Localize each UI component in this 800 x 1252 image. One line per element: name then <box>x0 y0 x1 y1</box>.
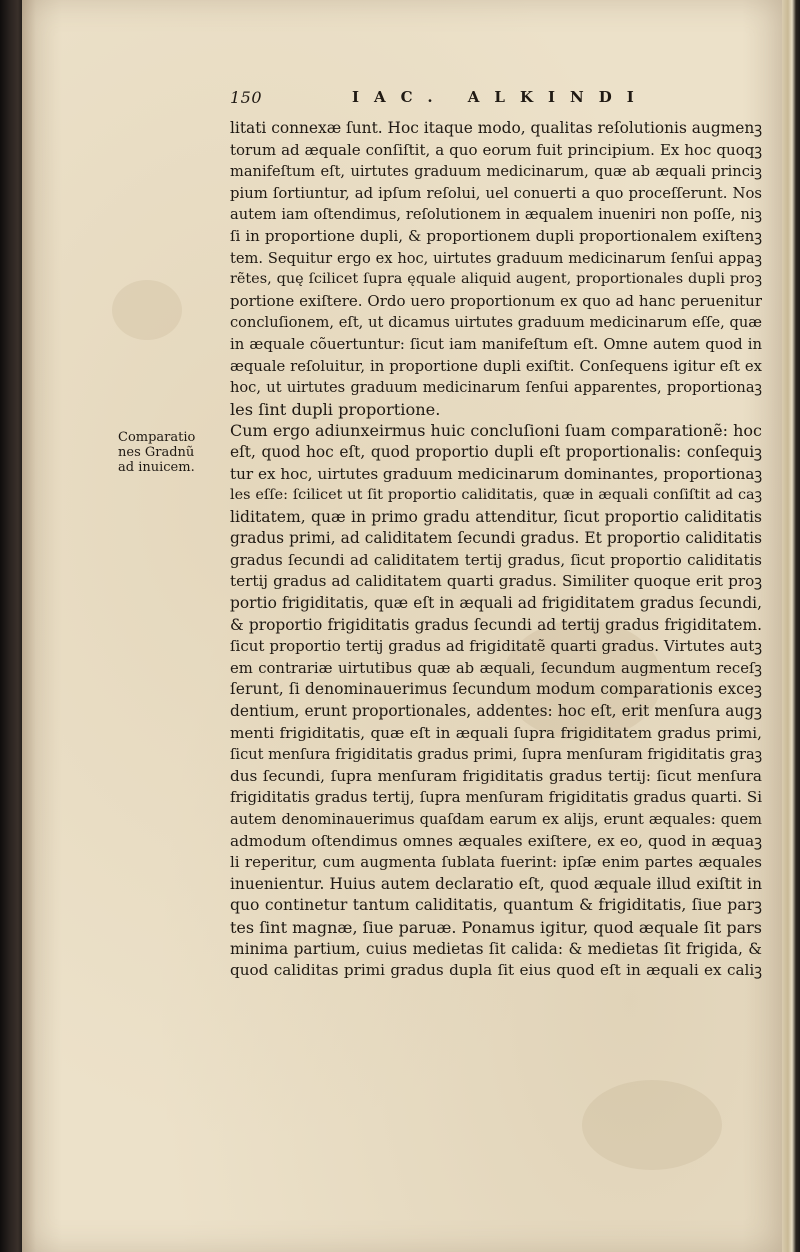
text-line: autem denominauerimus quaſdam earum ex alijs, erunt æquales: quem <box>230 811 762 828</box>
text-line: tem. Sequitur ergo ex hoc, uirtutes graduum medicinarum ſenſui appaꝫ <box>230 249 762 267</box>
text-line: tes ſint magnæ, ſiue paruæ. Ponamus igitur, quod æquale ſit pars <box>230 917 762 937</box>
page-number: 150 <box>230 88 263 107</box>
text-line: liditatem, quæ in primo gradu attenditur, ſicut proportio caliditatis <box>230 507 762 526</box>
marginal-note <box>118 430 218 475</box>
marginal-note-line: Comparatio <box>118 430 196 445</box>
text-line: tertij gradus ad caliditatem quarti gradus. Similiter quoque erit proꝫ <box>230 572 762 591</box>
text-line: quo continetur tantum caliditatis, quantum & frigiditatis, ſiue parꝫ <box>230 896 762 915</box>
running-title: IAC. ALKINDI <box>352 88 649 106</box>
text-line: ſi in proportione dupli, & proportionem dupli proportionalem exiſtenꝫ <box>230 226 762 245</box>
text-line: hoc, ut uirtutes graduum medicinarum ſenſui apparentes, proportionaꝫ <box>230 379 762 397</box>
text-line: menti frigiditatis, quæ eſt in æquali ſupra frigiditatem gradus primi, <box>230 723 762 742</box>
text-line: æquale reſoluitur, in proportione dupli exiſtit. Conſequens igitur eſt ex <box>230 357 762 375</box>
text-line: admodum oſtendimus omnes æquales exiſtere, ex eo, quod in æquaꝫ <box>230 831 762 850</box>
text-line: frigiditatis gradus tertij, ſupra menſuram frigiditatis gradus quarti. Si <box>230 788 762 807</box>
text-line: ſicut proportio tertij gradus ad frigiditatẽ quarti gradus. Virtutes autꝫ <box>230 637 762 656</box>
text-line: tur ex hoc, uirtutes graduum medicinarum dominantes, proportionaꝫ <box>230 464 762 483</box>
text-line: dentium, erunt proportionales, addentes: hoc eſt, erit menſura augꝫ <box>230 702 762 721</box>
text-line: quod caliditas primi gradus dupla ſit eius quod eſt in æquali ex caliꝫ <box>230 961 762 980</box>
paper-stain <box>112 280 182 340</box>
text-line: les ſint dupli proportione. <box>230 399 441 419</box>
text-line: autem iam oſtendimus, reſolutionem in æqualem inueniri non poſſe, niꝫ <box>230 206 762 224</box>
running-head <box>230 88 690 112</box>
text-line: portione exiſtere. Ordo uero proportionum ex quo ad hanc peruenitur <box>230 291 762 310</box>
body-text <box>230 118 762 982</box>
marginal-note-line: nes Gradnũ <box>118 445 195 460</box>
text-line: torum ad æquale conſiſtit, a quo eorum fuit principium. Ex hoc quoqꝫ <box>230 140 762 159</box>
text-line: les eſſe: ſcilicet ut ſit proportio caliditatis, quæ in æquali conſiſtit ad caꝫ <box>230 487 762 504</box>
text-line: concluſionem, eſt, ut dicamus uirtutes graduum medicinarum eſſe, quæ <box>230 314 762 332</box>
text-line: em contrariæ uirtutibus quæ ab æquali, ſecundum augmentum receſꝫ <box>230 659 762 677</box>
text-line: gradus ſecundi ad caliditatem tertij gradus, ſicut proportio caliditatis <box>230 550 762 569</box>
paper-stain <box>582 1080 722 1170</box>
marginal-note-line: ad inuicem. <box>118 460 195 475</box>
text-line: li reperitur, cum augmenta ſublata fuerint: ipſæ enim partes æquales <box>230 853 762 872</box>
text-line: portio frigiditatis, quæ eſt in æquali ad frigiditatem gradus ſecundi, <box>230 594 762 613</box>
text-line: eſt, quod hoc eſt, quod proportio dupli eſt proportionalis: conſequiꝫ <box>230 442 762 461</box>
text-line: pium ſortiuntur, ad ipſum reſolui, uel conuerti a quo proceſſerunt. Nos <box>230 184 762 202</box>
text-line: & proportio frigiditatis gradus ſecundi ad tertij gradus frigiditatem. <box>230 615 762 634</box>
next-page-edge <box>782 0 800 1252</box>
text-line: minima partium, cuius medietas ſit calida: & medietas ſit frigida, & <box>230 939 762 958</box>
text-line: rẽtes, quę ſcilicet ſupra ęquale aliquid augent, proportionales dupli proꝫ <box>230 271 762 288</box>
text-line: ſerunt, ſi denominauerimus ſecundum modum comparationis exceꝫ <box>230 680 762 699</box>
text-line: gradus primi, ad caliditatem ſecundi gradus. Et proportio caliditatis <box>230 529 762 548</box>
text-line: ſicut menſura frigiditatis gradus primi, ſupra menſuram frigiditatis graꝫ <box>230 746 762 764</box>
text-line: in æquale cõuertuntur: ſicut iam manifeſtum eſt. Omne autem quod in <box>230 335 762 353</box>
text-line: Cum ergo adiunxeirmus huic concluſioni ſuam comparationẽ: hoc <box>230 421 762 441</box>
text-line: inuenientur. Huius autem declaratio eſt, quod æquale illud exiſtit in <box>230 874 762 893</box>
text-line: dus ſecundi, ſupra menſuram frigiditatis gradus tertij: ſicut menſura <box>230 766 762 785</box>
text-line: litati connexæ ſunt. Hoc itaque modo, qualitas reſolutionis augmenꝫ <box>230 119 762 137</box>
text-line: manifeſtum eſt, uirtutes graduum medicinarum, quæ ab æquali princiꝫ <box>230 163 762 181</box>
